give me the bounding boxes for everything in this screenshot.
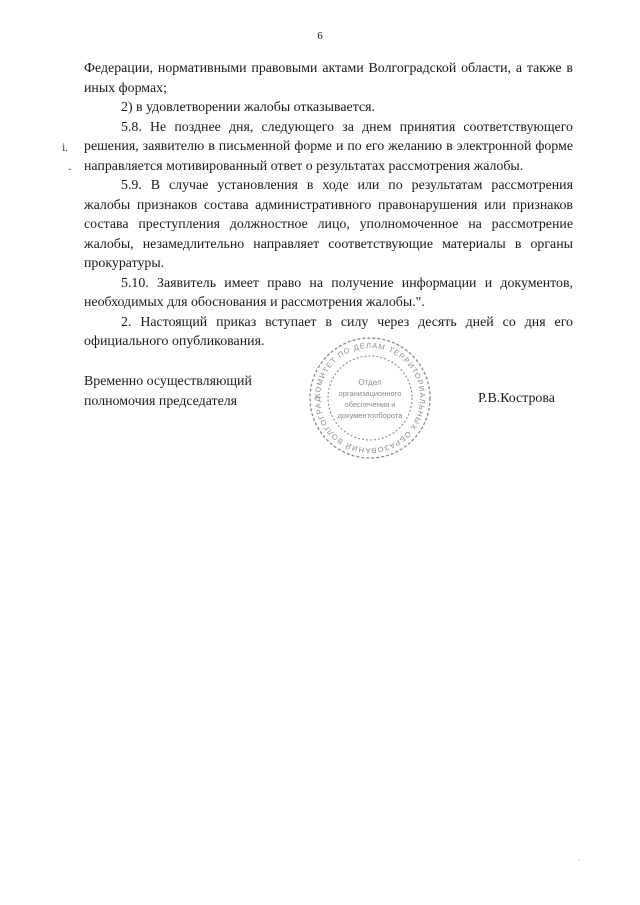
signatory-position-line: полномочия председателя bbox=[84, 393, 238, 409]
paragraph-continuation: Федерации, нормативными правовыми актами Волгоградской области, а также в иных формах; bbox=[84, 61, 573, 96]
stamp-ring-text: КОМИТЕТ ПО ДЕЛАМ ТЕРРИТОРИАЛЬНЫХ ОБРАЗОВАНИЙ ВОЛГОГРАД bbox=[312, 340, 428, 456]
signatory-position-line: Временно осуществляющий bbox=[84, 374, 252, 389]
stamp-line: организационного bbox=[338, 389, 402, 398]
stamp-line: Отдел bbox=[358, 378, 382, 387]
margin-mark: ⅰ. bbox=[62, 143, 68, 154]
paragraph-effective-date: 2. Настоящий приказ вступает в силу через десять дней со дня его официального опубликования. bbox=[84, 314, 573, 349]
stamp-line: обеспечения и bbox=[344, 400, 396, 409]
signatory-position bbox=[84, 372, 252, 411]
stamp-line: документооборота bbox=[337, 411, 403, 420]
paragraph-5-9: 5.9. В случае установления в ходе или по результатам рассмотрения жалобы признаков состава административного правонарушения или признаков состава преступления должностное лицо, уполномоченное на рассмотрение жалобы, незамедлительно направляет соответствующие материалы в органы прокуратуры. bbox=[84, 178, 573, 271]
paragraph-item-2: 2) в удовлетворении жалобы отказывается. bbox=[121, 100, 375, 115]
stamp-seal bbox=[307, 335, 433, 461]
margin-mark: ˇ bbox=[68, 168, 72, 179]
document-body bbox=[84, 59, 573, 352]
scan-artifact: · bbox=[578, 856, 581, 865]
paragraph-5-8: 5.8. Не позднее дня, следующего за днем принятия соответствующего решения, заявителю в письменной форме и по его желанию в электронной форме направляется мотивированный ответ о результатах рассмотрения жалобы. bbox=[84, 119, 573, 174]
page-number: 6 bbox=[317, 30, 323, 42]
signatory-name: Р.В.Кострова bbox=[478, 391, 555, 406]
paragraph-5-10: 5.10. Заявитель имеет право на получение информации и документов, необходимых для обоснования и рассмотрения жалобы.". bbox=[84, 275, 573, 310]
organization-stamp bbox=[307, 335, 433, 466]
